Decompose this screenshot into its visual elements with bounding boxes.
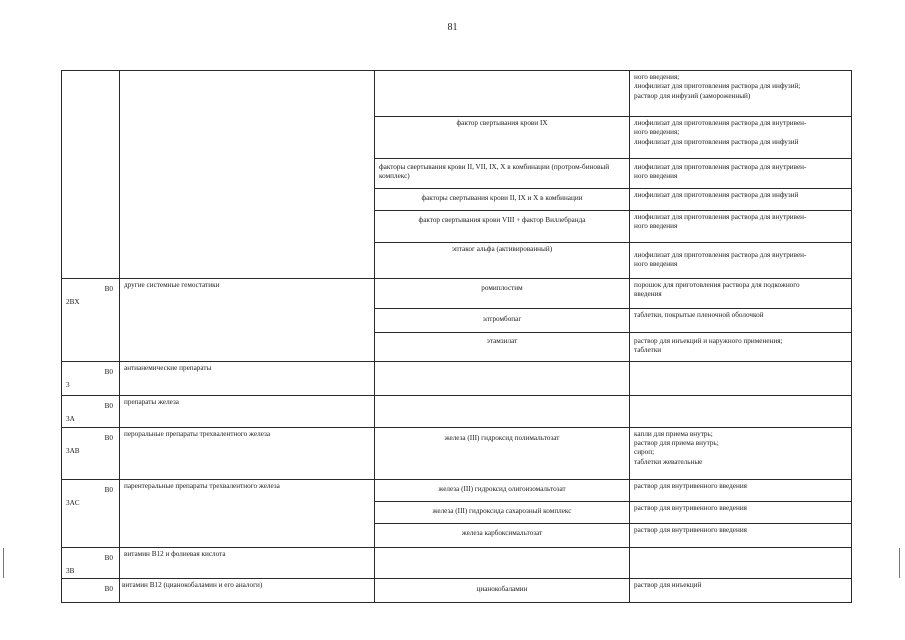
group-cell: парентеральные препараты трехвалентного железа bbox=[120, 479, 375, 547]
table-row bbox=[62, 362, 852, 396]
form-cell bbox=[630, 71, 852, 117]
form-line: порошок для приготовления раствора для подкожного bbox=[634, 281, 800, 289]
form-line: ного введения bbox=[634, 222, 678, 231]
form-cell bbox=[630, 309, 852, 333]
atc-code-suffix: 3 bbox=[66, 381, 70, 390]
inn-cell: ромиплостим bbox=[375, 279, 630, 309]
atc-code-cell bbox=[62, 547, 120, 579]
form-cell bbox=[630, 279, 852, 309]
form-line: введения bbox=[634, 290, 662, 299]
atc-code-cell bbox=[62, 579, 120, 603]
drug-table bbox=[61, 70, 852, 603]
group-cell: другие системные гемостатики bbox=[120, 279, 375, 362]
form-line: таблетки, покрытые пленочной оболочкой bbox=[634, 311, 764, 319]
atc-code-cell bbox=[62, 71, 120, 279]
form-line: раствор для приема внутрь; bbox=[634, 439, 719, 448]
table-row bbox=[62, 547, 852, 579]
form-cell bbox=[630, 362, 852, 396]
inn-cell: фактор свертывания крови IX bbox=[375, 117, 630, 159]
group-cell: витамин B12 (цианокобаламин и его аналоги) bbox=[120, 579, 375, 603]
form-line: раствор для внутривенного введения bbox=[634, 525, 747, 534]
form-line: раствор для инфузий (замороженный) bbox=[634, 91, 751, 100]
form-line: ного введения bbox=[634, 172, 678, 181]
form-line: капли для приема внутрь; bbox=[634, 429, 713, 438]
scan-edge-mark bbox=[3, 548, 4, 578]
atc-code-cell bbox=[62, 279, 120, 362]
form-cell bbox=[630, 159, 852, 189]
page-number: 81 bbox=[447, 22, 458, 33]
form-cell bbox=[630, 427, 852, 479]
form-line: ного введения; bbox=[634, 128, 680, 137]
atc-code-suffix: 2BX bbox=[66, 298, 80, 307]
form-cell bbox=[630, 117, 852, 159]
form-line: лиофилизат для приготовления раствора для инфузий; bbox=[634, 82, 801, 91]
form-line: сироп; bbox=[634, 448, 655, 457]
atc-code-prefix: B0 bbox=[104, 585, 113, 594]
form-cell bbox=[630, 579, 852, 603]
form-line: таблетки bbox=[634, 346, 662, 355]
atc-code-prefix: B0 bbox=[104, 402, 113, 410]
table-row bbox=[62, 479, 852, 501]
inn-cell: эптаког альфа (активированный) bbox=[375, 243, 630, 279]
atc-code-suffix: 3B bbox=[66, 567, 75, 576]
inn-cell bbox=[375, 547, 630, 579]
form-cell bbox=[630, 479, 852, 501]
inn-cell bbox=[375, 362, 630, 396]
form-line: раствор для инъекций и наружного применения; bbox=[634, 337, 783, 345]
form-line: лиофилизат для приготовления раствора для внутривен- bbox=[634, 213, 807, 221]
form-line: лиофилизат для приготовления раствора для внутривен- bbox=[634, 251, 807, 259]
form-line: ного введения bbox=[634, 260, 678, 269]
form-line: лиофилизат для приготовления раствора для инфузий bbox=[634, 191, 799, 199]
inn-cell: этамзилат bbox=[375, 333, 630, 362]
group-cell: витамин B12 и фолиевая кислота bbox=[120, 547, 375, 579]
form-cell bbox=[630, 189, 852, 211]
group-cell: антианемические препараты bbox=[120, 362, 375, 396]
atc-code-suffix: 3AB bbox=[66, 447, 80, 456]
atc-code-prefix: B0 bbox=[104, 433, 113, 442]
inn-cell: факторы свертывания крови II, VII, IX, X в комбинации (протром-биновый комплекс) bbox=[375, 159, 630, 189]
table-row bbox=[62, 71, 852, 117]
inn-cell: факторы свертывания крови II, IX и X в комбинации bbox=[375, 189, 630, 211]
inn-cell: железа (III) гидроксид олигоизомальтозат bbox=[375, 479, 630, 501]
form-cell bbox=[630, 501, 852, 523]
inn-cell: железа (III) гидроксида сахарозный комплекс bbox=[375, 501, 630, 523]
atc-code-cell bbox=[62, 362, 120, 396]
form-cell bbox=[630, 547, 852, 579]
atc-code-prefix: B0 bbox=[104, 553, 113, 562]
group-cell bbox=[120, 71, 375, 279]
atc-code-suffix: 3A bbox=[66, 415, 75, 424]
form-cell bbox=[630, 396, 852, 428]
form-line: раствор для внутривенного введения bbox=[634, 481, 747, 490]
form-line: лиофилизат для приготовления раствора для инфузий bbox=[634, 137, 799, 146]
group-cell: пероральные препараты трехвалентного железа bbox=[120, 427, 375, 479]
form-line: ного введения; bbox=[634, 73, 680, 81]
inn-cell bbox=[375, 71, 630, 117]
inn-cell: железа карбоксимальтозат bbox=[375, 523, 630, 547]
table-row bbox=[62, 427, 852, 479]
atc-code-prefix: B0 bbox=[104, 485, 113, 494]
form-cell bbox=[630, 333, 852, 362]
form-line: лиофилизат для приготовления раствора для внутривен- bbox=[634, 119, 807, 127]
atc-code-cell bbox=[62, 427, 120, 479]
form-cell bbox=[630, 523, 852, 547]
inn-cell: цианокобаламин bbox=[375, 579, 630, 603]
form-line: лиофилизат для приготовления раствора для внутривен- bbox=[634, 163, 807, 171]
inn-cell: железа (III) гидроксид полимальтозат bbox=[375, 427, 630, 479]
group-cell: препараты железа bbox=[120, 396, 375, 428]
form-cell bbox=[630, 211, 852, 243]
atc-code-prefix: B0 bbox=[104, 368, 113, 376]
form-line: таблетки жевательные bbox=[634, 457, 703, 466]
atc-code-cell bbox=[62, 396, 120, 428]
form-line: раствор для инъекций bbox=[634, 581, 702, 590]
form-line: раствор для внутривенного введения bbox=[634, 503, 747, 512]
scan-edge-mark bbox=[899, 548, 900, 578]
table-row bbox=[62, 279, 852, 309]
inn-cell: фактор свертывания крови VIII + фактор Виллебранда bbox=[375, 211, 630, 243]
inn-cell bbox=[375, 396, 630, 428]
atc-code-suffix: 3AC bbox=[66, 499, 80, 508]
form-cell bbox=[630, 243, 852, 279]
atc-code-prefix: B0 bbox=[104, 285, 113, 293]
table-row bbox=[62, 579, 852, 603]
table-row bbox=[62, 396, 852, 428]
atc-code-cell bbox=[62, 479, 120, 547]
inn-cell: элтромбопаг bbox=[375, 309, 630, 333]
